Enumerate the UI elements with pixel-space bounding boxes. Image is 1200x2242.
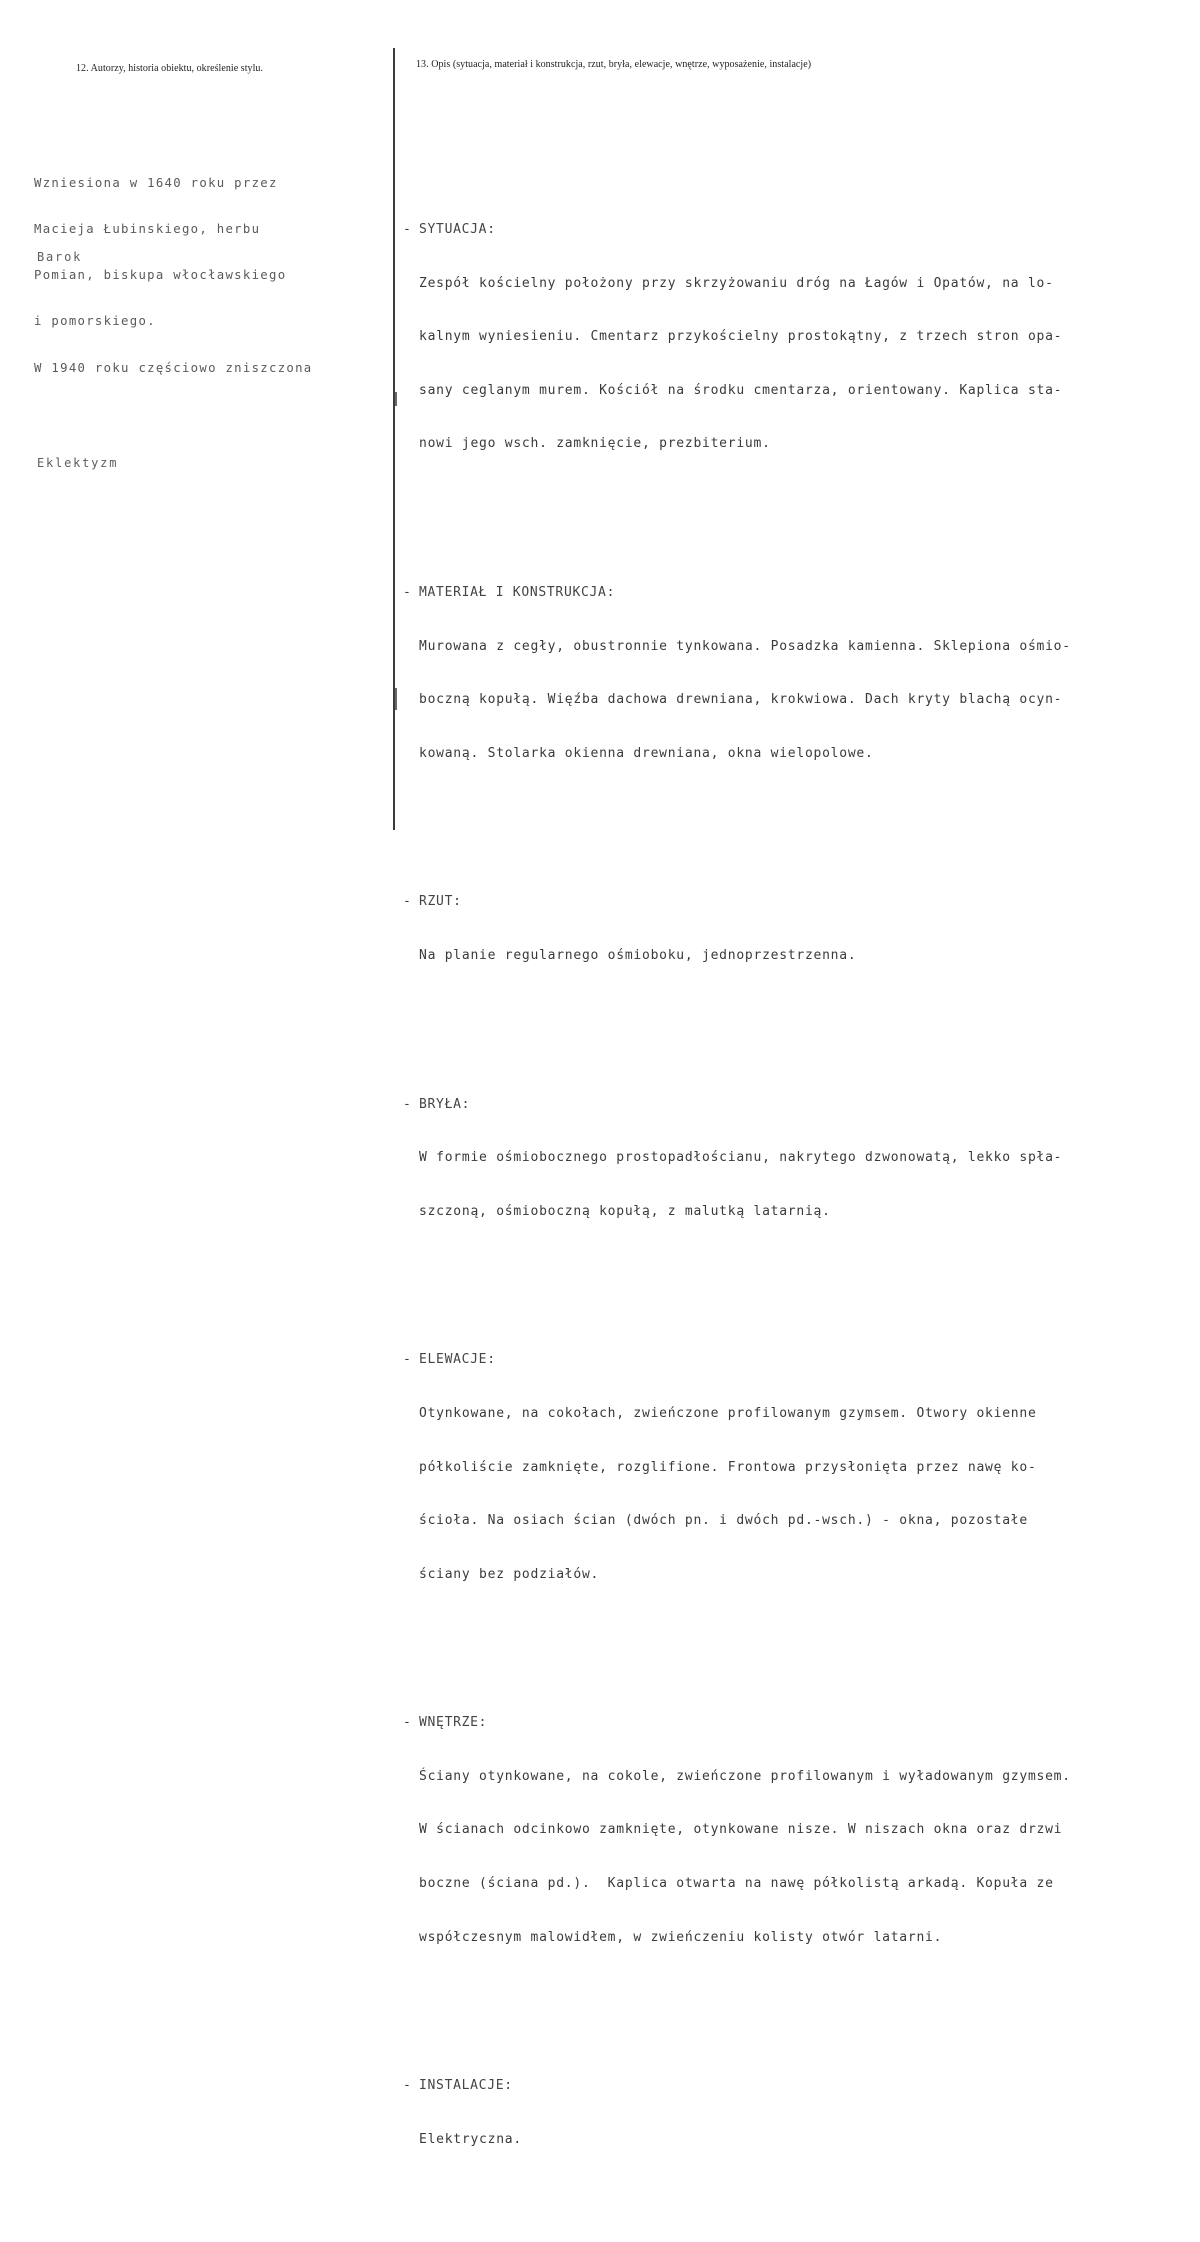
- right-column-field-13: [396, 0, 1200, 2147]
- section-body-line: ściany bez podziałów.: [419, 1566, 600, 1582]
- section-heading-line: [399, 222, 1199, 238]
- section-body-line: kowaną. Stolarka okienna drewniana, okna wielopolowe.: [419, 745, 874, 761]
- left-column-field-12: [0, 0, 394, 848]
- dash-marker: -: [403, 2078, 412, 2094]
- section-body-line: współczesnym malowidłem, w zwieńczeniu kolisty otwór latarni.: [419, 1929, 943, 1945]
- section-body-line: szczoną, ośmioboczną kopułą, z malutką latarnią.: [419, 1203, 831, 1219]
- section-title: SYTUACJA:: [419, 222, 496, 237]
- section-heading-line: [399, 2078, 1199, 2094]
- dash-marker: -: [403, 584, 412, 600]
- dash-marker: -: [403, 894, 412, 910]
- section-body-line: sany ceglanym murem. Kościół na środku cmentarza, orientowany. Kaplica sta-: [419, 382, 1063, 398]
- dash-marker: -: [403, 1352, 412, 1368]
- history-line: Pomian, biskupa włocławskiego: [34, 268, 287, 283]
- style-label-eklektyzm: Eklektyzm: [37, 456, 119, 470]
- section-body-line: Murowana z cegły, obustronnie tynkowana. Posadzka kamienna. Sklepiona ośmio-: [419, 638, 1071, 654]
- style-label-barok: Barok: [37, 250, 83, 264]
- section-body-line: W ścianach odcinkowo zamknięte, otynkowane nisze. W niszach okna oraz drzwi: [419, 1822, 1063, 1838]
- section-heading-line: [399, 1715, 1199, 1731]
- section-body-line: ścioła. Na osiach ścian (dwóch pn. i dwóch pd.-wsch.) - okna, pozostałe: [419, 1513, 1028, 1529]
- history-line: Wzniesiona w 1640 roku przez: [34, 175, 278, 190]
- section-heading-line: [399, 1352, 1199, 1368]
- section-sytuacja: [399, 184, 1199, 490]
- section-body-line: Zespół kościelny położony przy skrzyżowaniu dróg na Łagów i Opatów, na lo-: [419, 275, 1054, 291]
- section-body-line: boczne (ściana pd.). Kaplica otwarta na nawę półkolistą arkadą. Kopuła ze: [419, 1876, 1054, 1892]
- dash-marker: -: [403, 222, 412, 237]
- section-rzut: [399, 856, 1199, 1001]
- history-line: Macieja Łubinskiego, herbu: [34, 222, 261, 237]
- field-12-heading: 12. Autorzy, historia obiektu, określenie stylu.: [76, 63, 263, 74]
- section-instalacje: [399, 2040, 1199, 2185]
- section-heading-line: [399, 585, 1199, 601]
- field-13-heading: 13. Opis (sytuacja, materiał i konstrukcja, rzut, bryła, elewacje, wnętrze, wyposażenie, instalacje): [416, 59, 812, 70]
- section-wnetrze: [399, 1677, 1199, 1983]
- dash-marker: -: [403, 1096, 412, 1112]
- section-body-line: boczną kopułą. Więźba dachowa drewniana, krokwiowa. Dach kryty blachą ocyn-: [419, 692, 1063, 708]
- section-heading-line: [399, 894, 1199, 910]
- history-line: i pomorskiego.: [34, 314, 156, 329]
- history-line: W 1940 roku częściowo zniszczona: [34, 360, 313, 375]
- section-body-line: Elektryczna.: [419, 2131, 522, 2147]
- description-block: [399, 127, 1199, 2242]
- section-title: MATERIAŁ I KONSTRUKCJA:: [419, 584, 616, 600]
- section-body-line: Ściany otynkowane, na cokole, zwieńczone profilowanym i wyładowanym gzymsem.: [419, 1768, 1071, 1784]
- section-body-line: Na planie regularnego ośmioboku, jednoprzestrzenna.: [419, 947, 857, 963]
- section-body-line: nowi jego wsch. zamknięcie, prezbiterium.: [419, 436, 771, 452]
- section-title: ELEWACJE:: [419, 1352, 496, 1368]
- section-body-line: W formie ośmiobocznego prostopadłościanu, nakrytego dzwonowatą, lekko spła-: [419, 1150, 1063, 1166]
- section-body-line: Otynkowane, na cokołach, zwieńczone profilowanym gzymsem. Otwory okienne: [419, 1405, 1037, 1421]
- history-text-block: [34, 145, 313, 407]
- section-bryla: [399, 1059, 1199, 1258]
- section-body-line: kalnym wyniesieniu. Cmentarz przykościelny prostokątny, z trzech stron opa-: [419, 329, 1063, 345]
- section-title: INSTALACJE:: [419, 2078, 513, 2094]
- section-elewacje: [399, 1314, 1199, 1620]
- section-material: [399, 547, 1199, 799]
- section-body-line: półkoliście zamknięte, rozglifione. Frontowa przysłonięta przez nawę ko-: [419, 1459, 1037, 1475]
- section-title: RZUT:: [419, 894, 462, 910]
- section-title: WNĘTRZE:: [419, 1715, 488, 1731]
- column-divider: [393, 48, 395, 830]
- section-heading-line: [399, 1097, 1199, 1113]
- dash-marker: -: [403, 1715, 412, 1731]
- section-title: BRYŁA:: [419, 1096, 471, 1112]
